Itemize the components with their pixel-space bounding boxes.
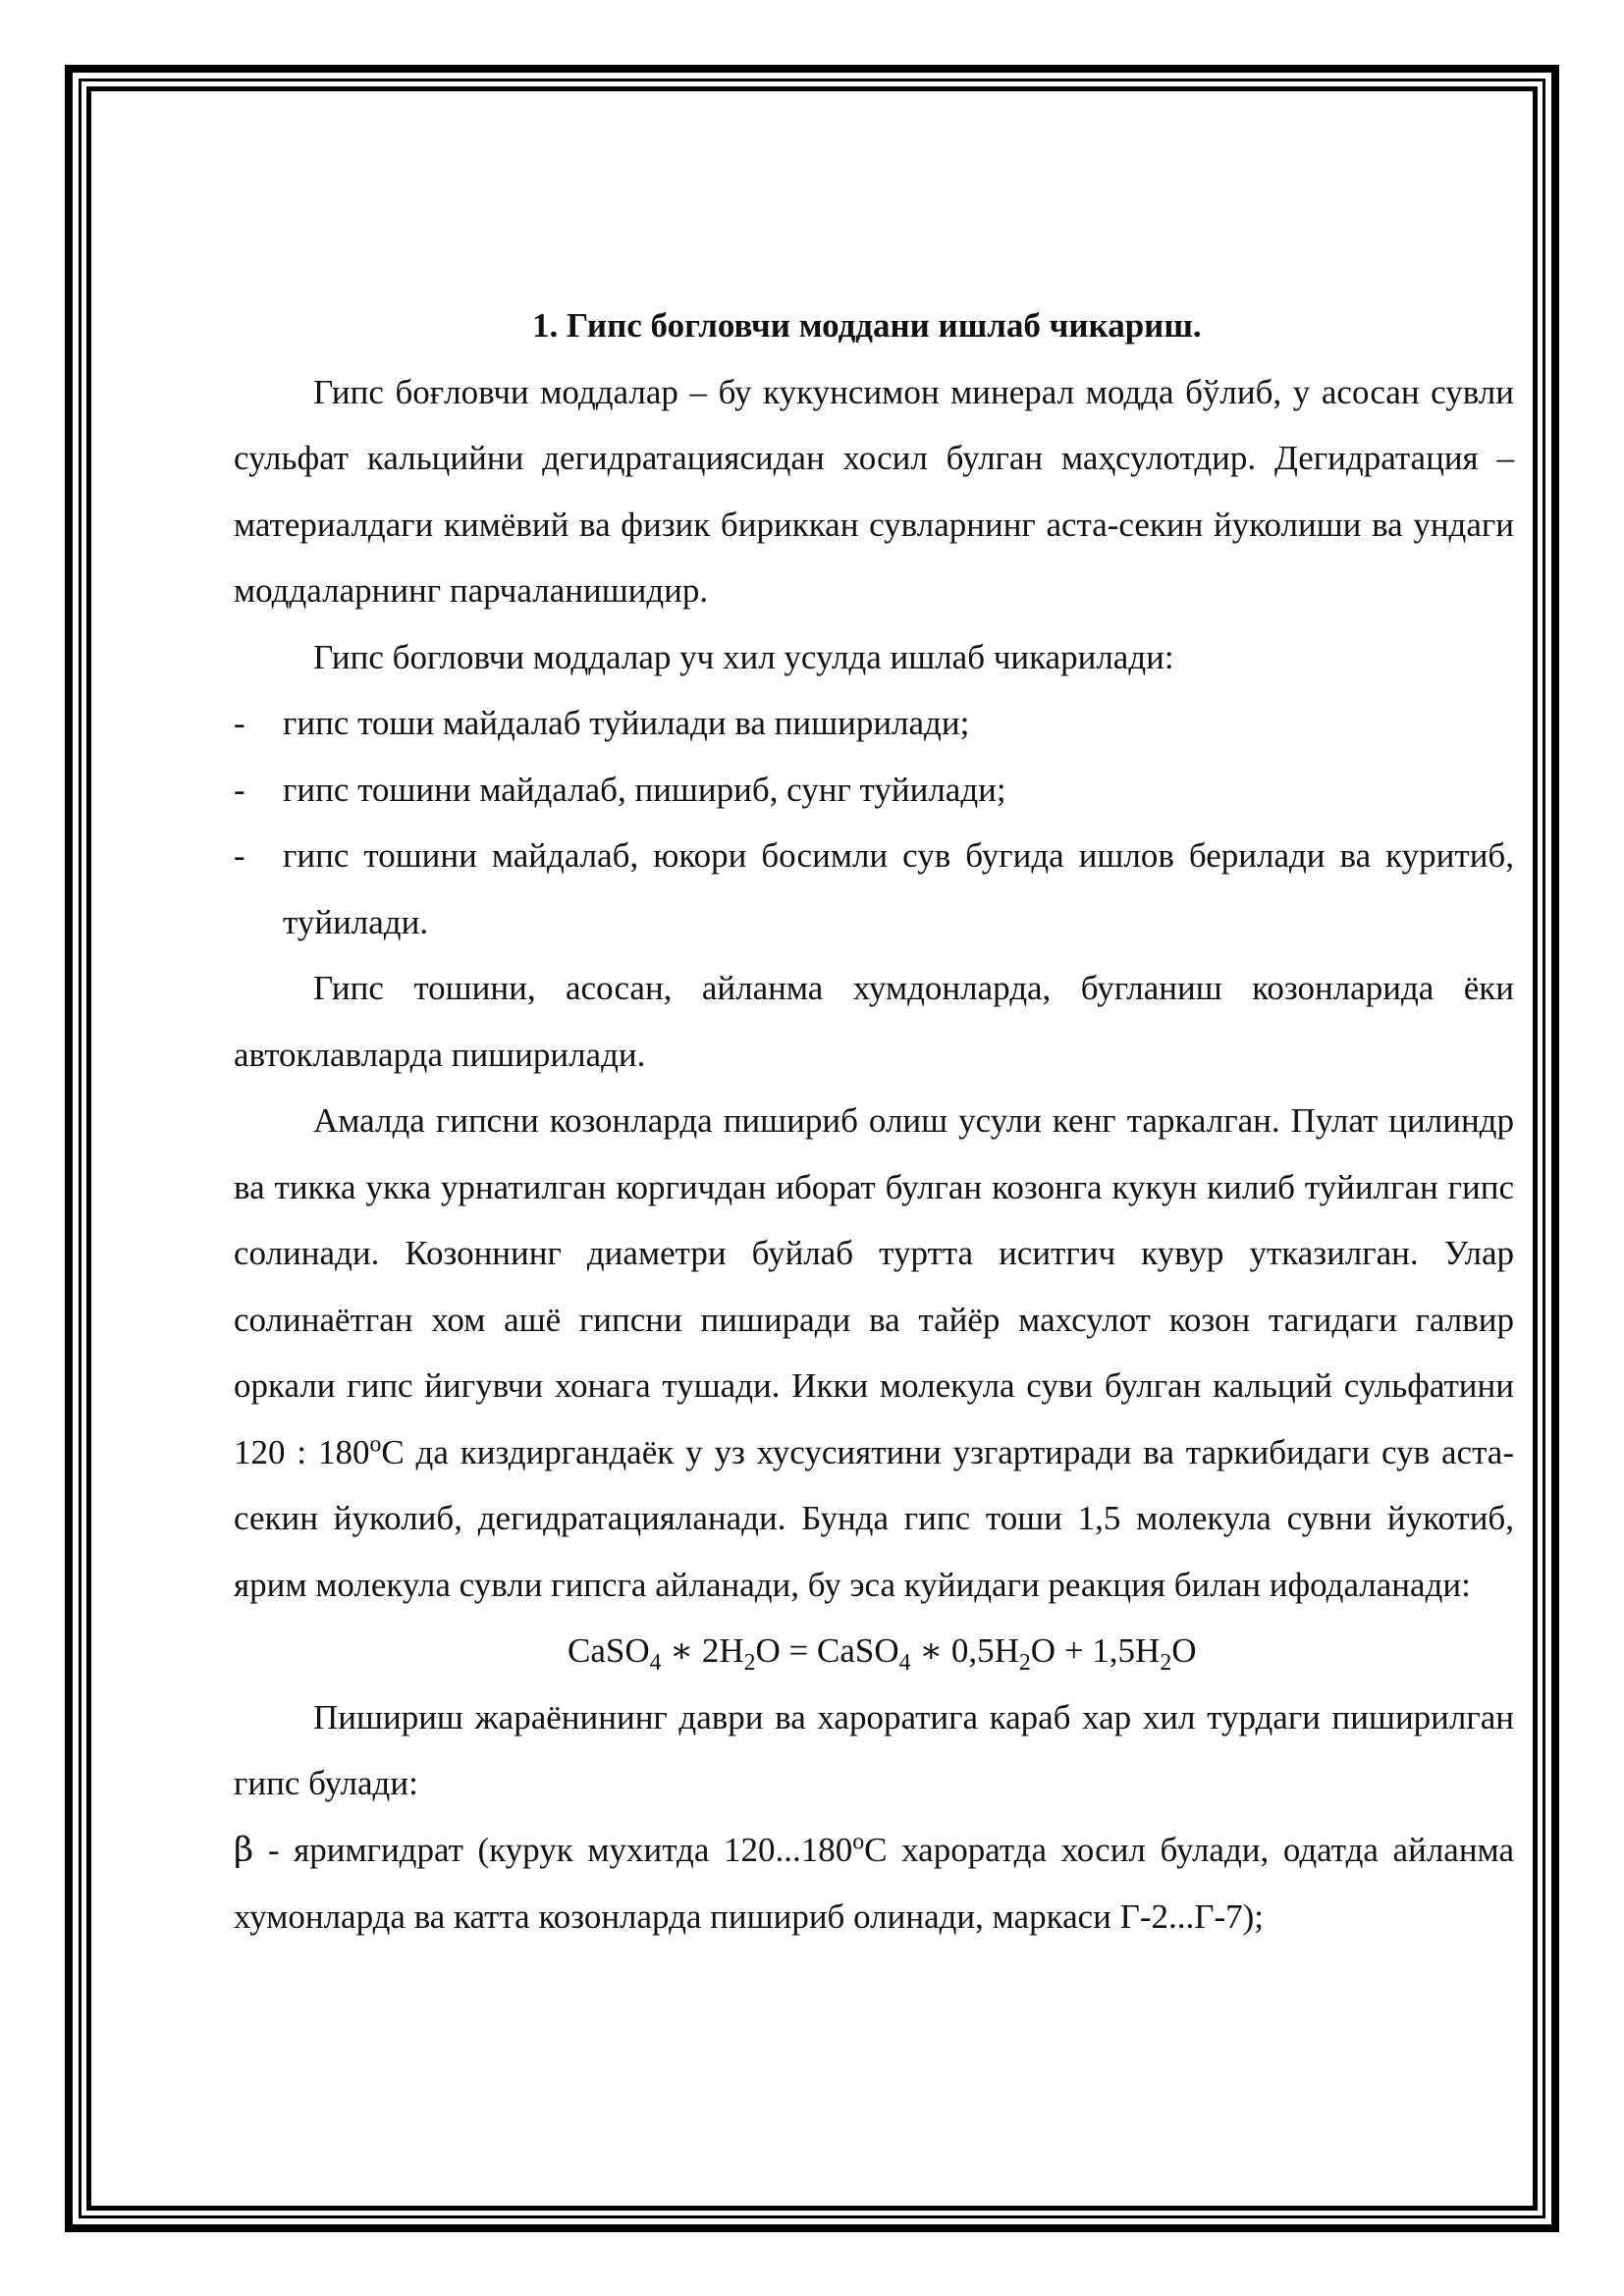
list-marker: - bbox=[234, 704, 245, 742]
beta-symbol: β bbox=[234, 1830, 254, 1870]
formula-subscript: 2 bbox=[743, 1650, 756, 1676]
section-title: 1. Гипс богловчи моддани ишлаб чикариш. bbox=[532, 306, 1202, 345]
formula-part: O = CaSO bbox=[755, 1631, 899, 1670]
formula-subscript: 2 bbox=[1160, 1650, 1172, 1676]
list-item-text: гипс тошини майдалаб, пишириб, сунг туйилади; bbox=[283, 770, 1006, 809]
paragraph-definition: Гипс боғловчи моддалар – бу кукунсимон минерал модда бўлиб, у асосан сувли сульфат кальцийни дегидратациясидан хосил булган маҳсулотдир. Дегидратация – материалдаги кимёвий ва физик бириккан сувларнинг аста-секин йуколиши ва ундаги моддаларнинг парчаланишидир. bbox=[234, 372, 1514, 610]
formula-part: O + 1,5H bbox=[1030, 1631, 1161, 1670]
paragraph-methods-intro: Гипс богловчи моддалар уч хил усулда ишлаб чикарилади: bbox=[313, 637, 1174, 676]
paragraph-process-text-1: Амалда гипсни козонларда пишириб олиш усули кенг таркалган. Пулат цилиндр ва тикка укка урнатилган коргичдан иборат булган козонга кукун килиб туйилган гипс солинади. Козоннинг диаметри буйлаб туртта иситгич кувур утказилган. Улар солинаётган хом ашё гипсни пиширади ва тайёр махсулот козон тагидаги галвир оркали гипс йигувчи хонага тушади. Икки молекула суви булган кальций сульфатини 120 : 180 bbox=[234, 1101, 1514, 1471]
paragraph-beta-text-2: С хароратда хосил булади, одатда айланма хумонларда ва катта козонларда пишириб олинади, маркаси Г-2...Г-7); bbox=[234, 1830, 1514, 1936]
list-marker: - bbox=[234, 836, 245, 875]
formula-part: CaSO bbox=[568, 1631, 650, 1670]
paragraph-process bbox=[234, 1088, 1514, 1618]
paragraph-process-text-2: С да киздиргандаёк у уз хусусиятини узгартиради ва таркибидаги сув аста-секин йуколиб, дегидратацияланади. Бунда гипс тоши 1,5 молекула сувни йукотиб, ярим молекула сувли гипсга айланади, бу эса куйидаги реакция билан ифодаланади: bbox=[234, 1432, 1514, 1604]
methods-list bbox=[234, 690, 1514, 955]
list-item-text: гипс тоши майдалаб туйилади ва пиширилади; bbox=[283, 704, 970, 742]
formula-part: O bbox=[1171, 1631, 1197, 1670]
degree-superscript: o bbox=[369, 1430, 382, 1457]
formula-part: ∗ 2H bbox=[661, 1631, 744, 1670]
paragraph-beta-text-1: - яримгидрат (курук мухитда 120...180 bbox=[253, 1830, 853, 1869]
list-item bbox=[234, 690, 1514, 757]
chemical-equation bbox=[234, 1618, 1514, 1684]
paragraph-kilns: Гипс тошини, асосан, айланма хумдонларда, бугланиш козонларида ёки автоклавларда пиширилади. bbox=[234, 969, 1514, 1074]
formula-subscript: 4 bbox=[649, 1650, 662, 1676]
list-item bbox=[234, 823, 1514, 955]
list-item-text: гипс тошини майдалаб, юкори босимли сув бугида ишлов берилади ва куритиб, туйилади. bbox=[283, 836, 1514, 941]
paragraph-beta-hemihydrate bbox=[234, 1817, 1514, 1950]
list-item bbox=[234, 757, 1514, 824]
formula-subscript: 2 bbox=[1018, 1650, 1031, 1676]
list-marker: - bbox=[234, 770, 245, 809]
document-body bbox=[234, 293, 1514, 1950]
formula-subscript: 4 bbox=[898, 1650, 911, 1676]
paragraph-types-intro: Пишириш жараёнининг даври ва хароратига караб хар хил турдаги пиширилган гипс булади: bbox=[234, 1697, 1514, 1802]
formula-part: ∗ 0,5H bbox=[910, 1631, 1019, 1670]
degree-superscript: o bbox=[852, 1828, 865, 1854]
